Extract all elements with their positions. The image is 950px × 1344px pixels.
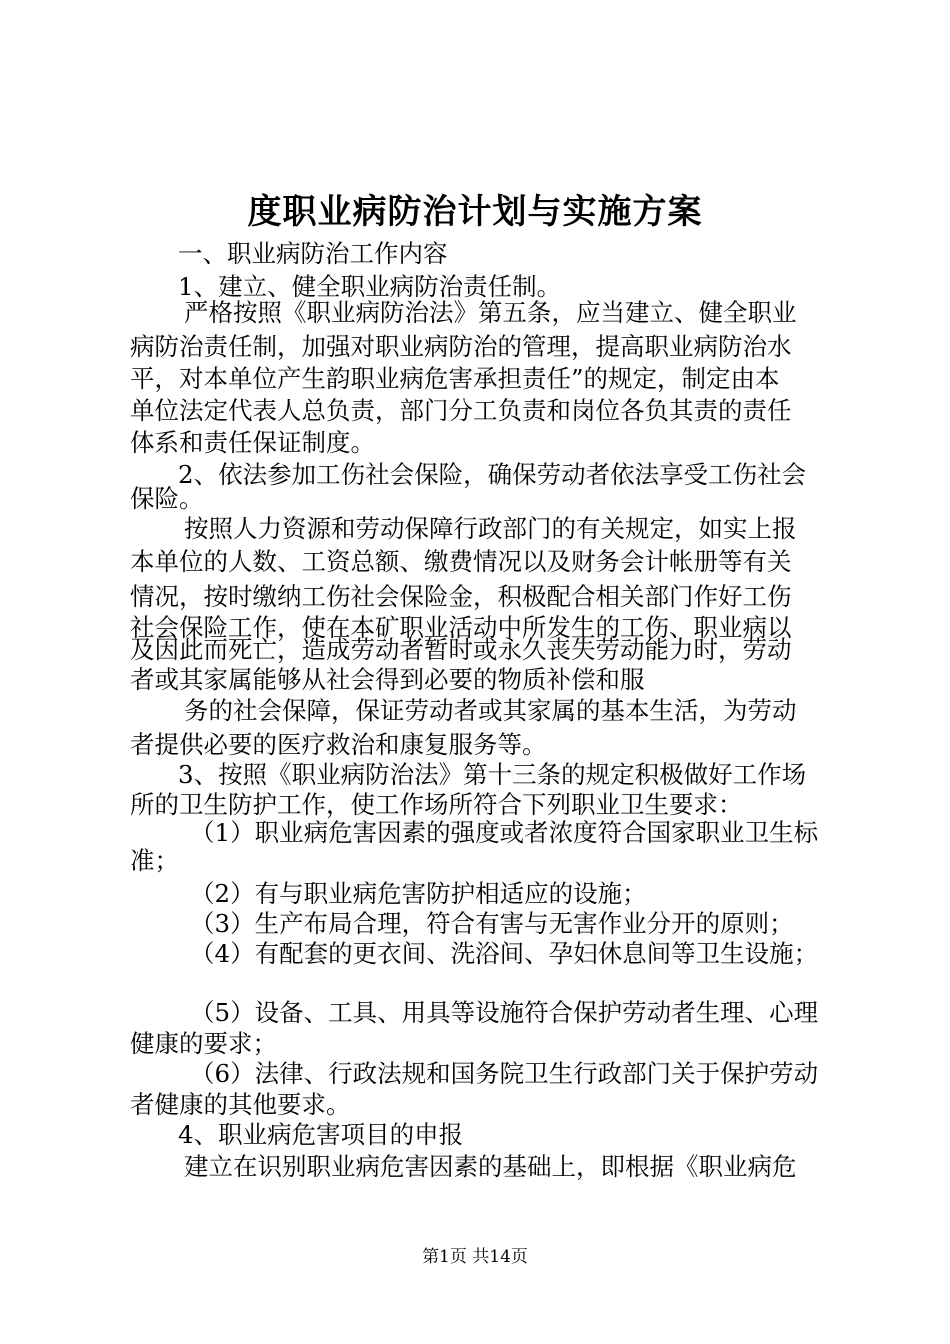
list-item: （2）有与职业病危害防护相适应的设施； bbox=[190, 879, 647, 908]
list-item: （3）生产布局合理，符合有害与无害作业分开的原则； bbox=[190, 909, 794, 938]
paragraph-line: 者提供必要的医疗救治和康复服务等。 bbox=[130, 730, 547, 759]
paragraph-line: 平，对本单位产生韵职业病危害承担责任”的规定，制定由本 bbox=[130, 364, 780, 393]
paragraph-line: 病防治责任制，加强对职业病防治的管理，提高职业病防治水 bbox=[130, 332, 792, 361]
list-item: 准； bbox=[130, 846, 179, 875]
page-footer: 第1页 共14页 bbox=[422, 1247, 528, 1267]
paragraph-line: 本单位的人数、工资总额、缴费情况以及财务会计帐册等有关 bbox=[130, 547, 792, 576]
paragraph-line: 按照人力资源和劳动保障行政部门的有关规定，如实上报 bbox=[184, 514, 797, 543]
document-title: 度职业病防治计划与实施方案 bbox=[247, 192, 703, 232]
list-item: 健康的要求； bbox=[130, 1029, 277, 1058]
list-item: （5）设备、工具、用具等设施符合保护劳动者生理、心理 bbox=[190, 998, 819, 1027]
list-item: （4）有配套的更衣间、洗浴间、孕妇休息间等卫生设施； bbox=[190, 939, 819, 968]
subheading: 3、按照《职业病防治法》第十三条的规定积极做好工作场 bbox=[178, 760, 807, 789]
list-item: （1）职业病危害因素的强度或者浓度符合国家职业卫生标 bbox=[190, 818, 819, 847]
paragraph-line: 情况，按时缴纳工伤社会保险金，积极配合相关部门作好工伤 bbox=[130, 582, 792, 611]
section-heading: 一、职业病防治工作内容 bbox=[178, 239, 448, 268]
subheading: 2、依法参加工伤社会保险，确保劳动者依法享受工伤社会 bbox=[178, 460, 807, 489]
list-item: （6）法律、行政法规和国务院卫生行政部门关于保护劳动 bbox=[190, 1059, 819, 1088]
paragraph-line: 所的卫生防护工作，使工作场所符合下列职业卫生要求： bbox=[130, 790, 743, 819]
paragraph-line: 单位法定代表人总负责，部门分工负责和岗位各负其责的责任 bbox=[130, 396, 792, 425]
list-item: 者健康的其他要求。 bbox=[130, 1090, 351, 1119]
paragraph-line: 务的社会保障，保证劳动者或其家属的基本生活，为劳动 bbox=[184, 696, 797, 725]
paragraph-line: 社会保险工作，使在本矿职业活动中所发生的工伤、职业病以 bbox=[130, 613, 792, 642]
paragraph-line: 保险。 bbox=[130, 484, 204, 513]
paragraph-line: 体系和责任保证制度。 bbox=[130, 428, 375, 457]
subheading: 1、建立、健全职业病防治责任制。 bbox=[178, 272, 562, 301]
paragraph-line: 严格按照《职业病防治法》第五条，应当建立、健全职业 bbox=[184, 298, 797, 327]
paragraph-line: 建立在识别职业病危害因素的基础上，即根据《职业病危 bbox=[184, 1152, 797, 1181]
paragraph-line: 及因此而死亡，造成劳动者暂时或永久丧失劳动能力时，劳动 bbox=[130, 635, 792, 664]
subheading: 4、职业病危害项目的申报 bbox=[178, 1120, 464, 1149]
paragraph-line: 者或其家属能够从社会得到必要的物质补偿和服 bbox=[130, 665, 645, 694]
